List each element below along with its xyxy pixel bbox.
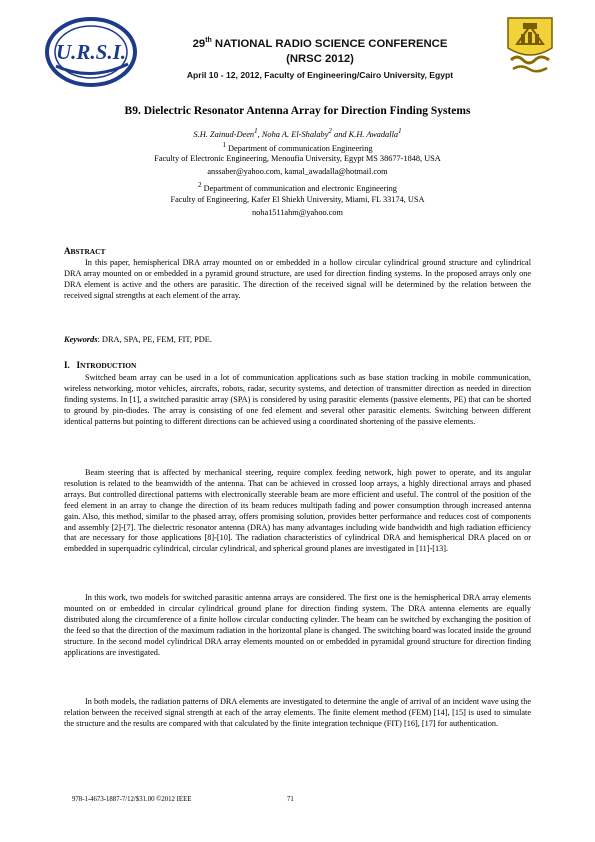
footer-copyright: 978-1-4673-1887-7/12/$31.00 ©2012 IEEE (72, 796, 192, 803)
abstract-text: In this paper, hemispherical DRA array mounted on or embedded in a hollow circular cylindrical ground structure and cylindrical DRA array mounted on or embedded in a pyramid ground structure, are used for direction finding systems. In the proposed arrays only one DRA element is active and the others are parasitic. The direction of the received signal will be determined by the relation between the received signal strengths at each element of the array. (64, 258, 531, 300)
affiliation-line: Faculty of Electronic Engineering, Menoufia University, Egypt MS 38677-1848, USA (154, 154, 441, 163)
cairo-university-logo (503, 14, 557, 76)
affiliation-line: $^2$ Department of communication and electronic Engineering (198, 182, 397, 193)
author-list: S.H. Zainud-Deen$^1$, Noha A. El-Shalaby$^2$ and K.H. Awadalla$^1$ (193, 127, 402, 139)
paper-title: B9. Dielectric Resonator Antenna Array for Direction Finding Systems (124, 105, 471, 117)
conference-title: 29th NATIONAL RADIO SCIENCE CONFERENCE (192, 37, 448, 50)
introduction-paragraph: Switched beam array can be used in a lot of communication applications such as base station tracking in mobile communication, wireless networking, motor vehicles, aircrafts, robots, radar, security systems, and detection of transmitter direction as needed in direction finding systems. In [1], a switched parasitic array (SPA) is considered by using parasitic elements (passive elements, PE) that can be shorted to ground by pin-diodes. The array is consisting of one fed element and several other parasitic elements. Switching between different identical patterns but pointing to different directions can be achieved using a coordinated shortening of the passive elements. (64, 373, 531, 426)
introduction-heading: I. INTRODUCTION (64, 360, 137, 370)
abstract-heading: ABSTRACT (64, 246, 106, 256)
page-number: 71 (287, 796, 294, 803)
ursi-logo (44, 16, 138, 88)
introduction-paragraph: In this work, two models for switched parasitic antenna arrays are considered. The first one is the hemispherical DRA array elements mounted on or embedded in circular cylindrical ground plane for direction finding system. The DRA antenna elements are equally distributed along the circumference of a finite hollow circular conducting cylinder. The beam can be switched by exchanging the position of the feed so that the direction of the maximum radiation in the horizontal plane is changed. The switching board was located inside the ground structure. In the second model cylindrical DRA array elements mounted on or embedded in pyramidal ground structure for direction finding applications are investigated. (64, 593, 531, 657)
keywords-line: Keywords: DRA, SPA, PE, FEM, FIT, PDE. (64, 335, 212, 344)
introduction-paragraph: In both models, the radiation patterns of DRA elements are investigated to determine the angle of arrival of an incident wave using the relation between the received signal strength at each of the array elements. The finite element method (FEM) [14], [15] is used to simulate the structure and the results are compared with that calculated by the finite integration technique (FIT) [16], [17] for authentication. (64, 697, 531, 728)
ursi-logo-text: U.R.S.I. (55, 40, 127, 64)
conference-abbrev: (NRSC 2012) (286, 53, 354, 65)
conference-date-place: April 10 - 12, 2012, Faculty of Engineering/Cairo University, Egypt (186, 70, 454, 80)
author-emails: noha1511ahm@yahoo.com (252, 208, 343, 217)
author-emails: anssaber@yahoo.com, kamal_awadalla@hotmail.com (207, 167, 388, 176)
introduction-paragraph: Beam steering that is affected by mechanical steering, require complex feeding network, high power to operate, and its angular resolution is related to the beamwidth of the antenna. That can be achieved in crossed loop arrays, a highly directional arrays and phased arrays. But controlled directional patterns with electronically steerable beam are more efficient and useful. The control of the position of the feed element in an array to change the direction of its beam reduces multipath fading and power consumption through increased antenna gain. Also, this method, similar to the phased array, offers promising solution, provides better performance and reduces cost of components and assembly [2]-[7]. The dielectric resonator antenna (DRA) has many advantages including wide bandwidth and high radiation efficiency that are necessary for those applications [8]-[10]. The radiation characteristics of cylindrical DRA and hemispherical DRA placed on or embedded in superquadric cylindrical, circular cylindrical, and spherical ground planes are investigated in [11]-[13]. (64, 468, 531, 554)
affiliation-line: Faculty of Engineering, Kafer El Shiekh University, Miami, FL 33174, USA (170, 195, 425, 204)
affiliation-line: $^1$ Department of communication Engineering (222, 142, 373, 153)
